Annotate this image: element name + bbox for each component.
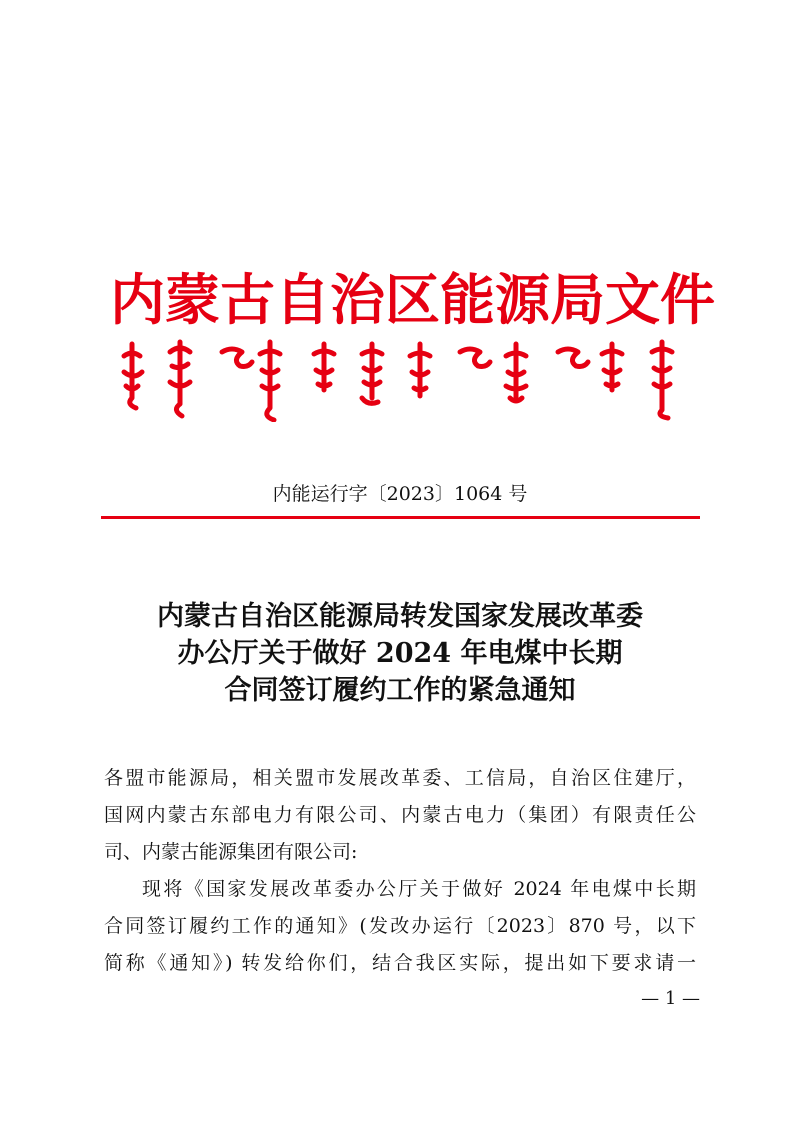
- recipients-line-2: 国网内蒙古东部电力有限公司、内蒙古电力（集团）有限责任公: [104, 804, 696, 826]
- document-body: [104, 760, 696, 982]
- paragraph-line-2: 合同签订履约工作的通知》(发改办运行〔2023〕870 号，以下: [104, 915, 696, 937]
- mongolian-script-icon: [118, 338, 686, 422]
- document-number: 内能运行字〔2023〕1064 号: [272, 483, 528, 505]
- title-line-2: 办公厅关于做好 2024 年电煤中长期: [177, 638, 623, 669]
- red-divider-line: [101, 516, 700, 519]
- recipients-line-3: 司、内蒙古能源集团有限公司:: [104, 841, 358, 863]
- recipients-line-1: 各盟市能源局，相关盟市发展改革委、工信局，自治区住建厅，: [104, 767, 696, 789]
- paragraph-line-3: 简称《通知》) 转发给你们，结合我区实际，提出如下要求请一: [104, 952, 696, 974]
- title-line-3: 合同签订履约工作的紧急通知: [224, 675, 576, 706]
- document-title: [100, 598, 700, 709]
- title-line-1: 内蒙古自治区能源局转发国家发展改革委: [157, 601, 643, 632]
- page-number: — 1 —: [641, 988, 700, 1009]
- paragraph-line-1: 现将《国家发展改革委办公厅关于做好 2024 年电煤中长期: [142, 878, 696, 900]
- masthead-title: 内蒙古自治区能源局文件: [110, 267, 716, 332]
